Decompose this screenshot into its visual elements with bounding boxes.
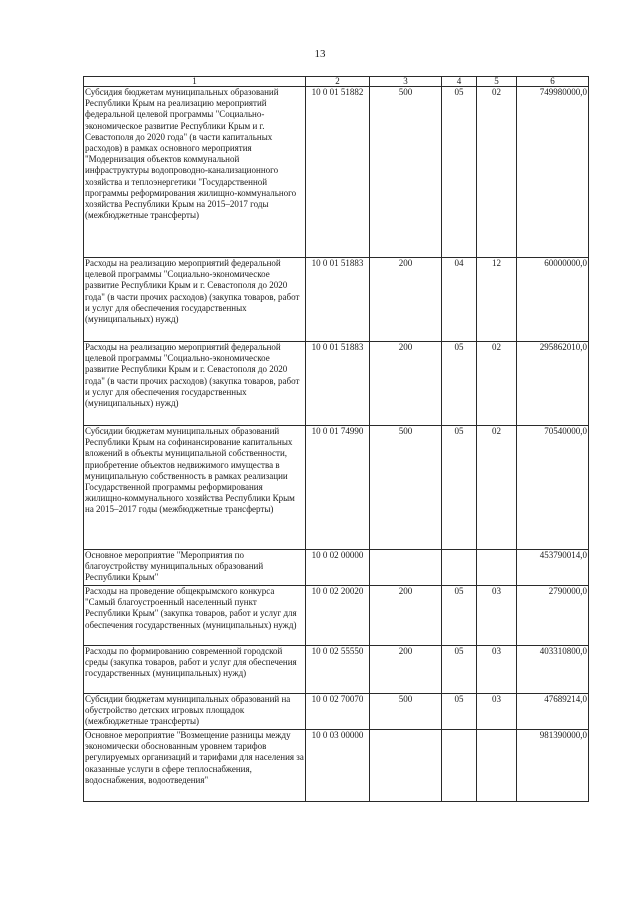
row-section: 05 bbox=[442, 646, 477, 694]
row-amount: 2790000,0 bbox=[517, 586, 589, 646]
header-col-6: 6 bbox=[517, 77, 589, 87]
row-code: 10 0 01 74990 bbox=[306, 426, 370, 550]
row-name: Субсидия бюджетам муниципальных образований Республики Крым на реализацию мероприятий федеральной целевой программы "Социально-экономическое развитие Республики Крым и г. Севастополя до 2020 года" (в части капитальных расходов) в рамках основного мероприятия "Модернизация объектов коммунальной инфраструктуры водопроводно-канализационного хозяйства и теплоэнергетики "Государственной программы реформирования жилищно-коммунального хозяйства Республики Крым на 2015–2017 годы (межбюджетные трансферты) bbox=[84, 87, 306, 258]
row-amount: 70540000,0 bbox=[517, 426, 589, 550]
table-row bbox=[84, 730, 589, 802]
table-header-row bbox=[84, 77, 589, 87]
row-section: 05 bbox=[442, 694, 477, 730]
row-name: Расходы по формированию современной городской среды (закупка товаров, работ и услуг для обеспечения государственных (муниципальных) нужд) bbox=[84, 646, 306, 694]
budget-table bbox=[83, 76, 589, 802]
row-amount: 295862010,0 bbox=[517, 342, 589, 426]
row-section bbox=[442, 550, 477, 586]
row-section: 05 bbox=[442, 342, 477, 426]
row-section: 05 bbox=[442, 87, 477, 258]
row-subsection: 02 bbox=[477, 342, 517, 426]
row-amount: 403310800,0 bbox=[517, 646, 589, 694]
row-amount: 749980000,0 bbox=[517, 87, 589, 258]
row-section: 04 bbox=[442, 258, 477, 342]
row-subsection: 03 bbox=[477, 646, 517, 694]
row-section bbox=[442, 730, 477, 802]
row-name: Расходы на реализацию мероприятий федеральной целевой программы "Социально-экономическое развитие Республики Крым и г. Севастополя до 2020 года" (в части прочих расходов) (закупка товаров, работ и услуг для обеспечения государственных (муниципальных) нужд) bbox=[84, 258, 306, 342]
header-col-3: 3 bbox=[370, 77, 442, 87]
row-expense-type: 200 bbox=[370, 342, 442, 426]
row-code: 10 0 03 00000 bbox=[306, 730, 370, 802]
table-row bbox=[84, 586, 589, 646]
row-amount: 981390000,0 bbox=[517, 730, 589, 802]
row-subsection: 12 bbox=[477, 258, 517, 342]
row-code: 10 0 02 70070 bbox=[306, 694, 370, 730]
table-row bbox=[84, 426, 589, 550]
row-amount: 453790014,0 bbox=[517, 550, 589, 586]
table-row bbox=[84, 646, 589, 694]
table-row bbox=[84, 342, 589, 426]
table-row bbox=[84, 87, 589, 258]
row-code: 10 0 02 55550 bbox=[306, 646, 370, 694]
row-subsection bbox=[477, 550, 517, 586]
header-col-2: 2 bbox=[306, 77, 370, 87]
row-amount: 47689214,0 bbox=[517, 694, 589, 730]
row-expense-type: 200 bbox=[370, 586, 442, 646]
row-name: Субсидии бюджетам муниципальных образований на обустройство детских игровых площадок (межбюджетные трансферты) bbox=[84, 694, 306, 730]
page-number: 13 bbox=[314, 48, 326, 60]
row-expense-type bbox=[370, 550, 442, 586]
row-expense-type: 200 bbox=[370, 258, 442, 342]
row-name: Расходы на реализацию мероприятий федеральной целевой программы "Социально-экономическое развитие Республики Крым и г. Севастополя до 2020 года" (в части прочих расходов) (закупка товаров, работ и услуг для обеспечения государственных (муниципальных) нужд) bbox=[84, 342, 306, 426]
row-name: Расходы на проведение общекрымского конкурса "Самый благоустроенный населенный пункт Республики Крым" (закупка товаров, работ и услуг для обеспечения государственных (муниципальных) нужд) bbox=[84, 586, 306, 646]
row-name: Субсидии бюджетам муниципальных образований Республики Крым на софинансирование капитальных вложений в объекты муниципальной собственности, приобретение объектов недвижимого имущества в муниципальную собственность в рамках реализации Государственной программы реформирования жилищно-коммунального хозяйства Республики Крым на 2015–2017 годы (межбюджетные трансферты) bbox=[84, 426, 306, 550]
table-row bbox=[84, 550, 589, 586]
table-row bbox=[84, 694, 589, 730]
row-expense-type: 500 bbox=[370, 694, 442, 730]
row-expense-type bbox=[370, 730, 442, 802]
row-subsection: 02 bbox=[477, 426, 517, 550]
row-subsection: 03 bbox=[477, 586, 517, 646]
header-col-4: 4 bbox=[442, 77, 477, 87]
row-section: 05 bbox=[442, 426, 477, 550]
row-expense-type: 500 bbox=[370, 426, 442, 550]
row-expense-type: 500 bbox=[370, 87, 442, 258]
header-col-5: 5 bbox=[477, 77, 517, 87]
row-subsection: 02 bbox=[477, 87, 517, 258]
table-row bbox=[84, 258, 589, 342]
row-subsection bbox=[477, 730, 517, 802]
row-section: 05 bbox=[442, 586, 477, 646]
row-code: 10 0 01 51882 bbox=[306, 87, 370, 258]
row-code: 10 0 02 00000 bbox=[306, 550, 370, 586]
row-amount: 60000000,0 bbox=[517, 258, 589, 342]
row-expense-type: 200 bbox=[370, 646, 442, 694]
row-code: 10 0 02 20020 bbox=[306, 586, 370, 646]
header-col-1: 1 bbox=[84, 77, 306, 87]
row-name: Основное мероприятие "Мероприятия по благоустройству муниципальных образований Республики Крым" bbox=[84, 550, 306, 586]
row-subsection: 03 bbox=[477, 694, 517, 730]
row-code: 10 0 01 51883 bbox=[306, 258, 370, 342]
row-name: Основное мероприятие "Возмещение разницы между экономически обоснованным уровнем тарифов регулируемых организаций и тарифами для населения за оказанные услуги в сфере теплоснабжения, водоснабжения, водоотведения" bbox=[84, 730, 306, 802]
row-code: 10 0 01 51883 bbox=[306, 342, 370, 426]
